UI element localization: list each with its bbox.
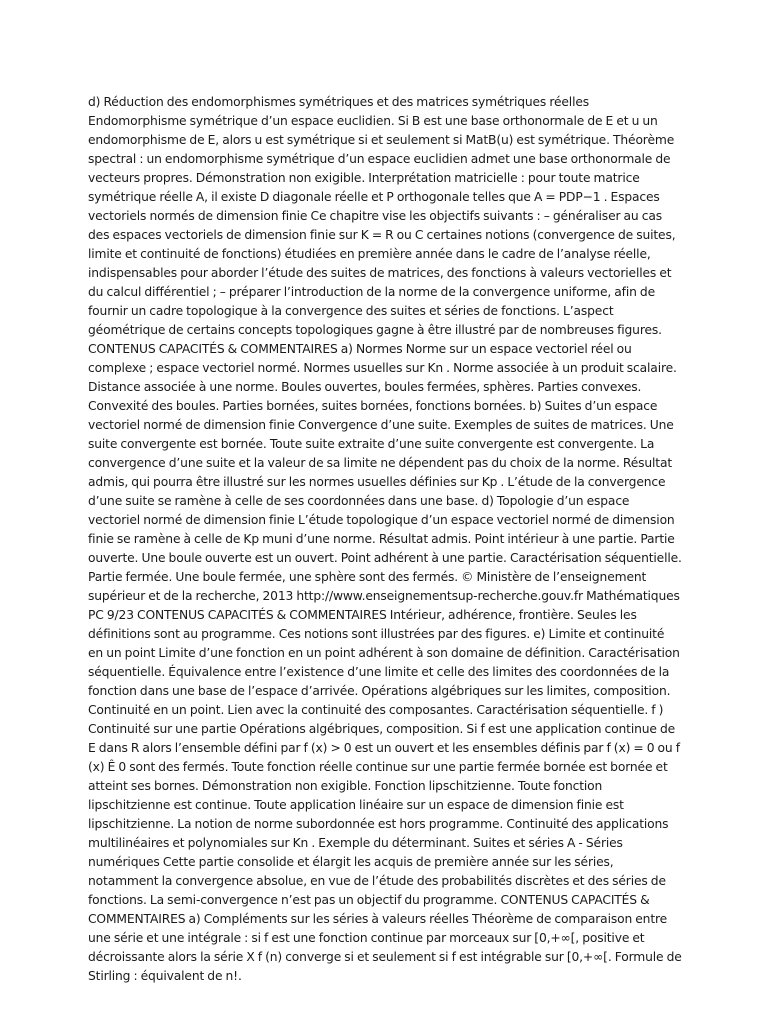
body-paragraph: d) Réduction des endomorphismes symétriques et des matrices symétriques réelles Endomorphisme symétrique d’un espace euclidien. Si B est une base orthonormale de E et u un endomorphisme de E, alors u est symétrique si et seulement si MatB(u) est symétrique. Théorème spectral : un endomorphisme symétrique d’un espace euclidien admet une base orthonormale de vecteurs propres. Démonstration non exigible. Interprétation matricielle : pour toute matrice symétrique réelle A, il existe D diagonale réelle et P orthogonale telles que A = PDP−1 . Espaces vectoriels normés de dimension finie Ce chapitre vise les objectifs suivants : – généraliser au cas des espaces vectoriels de dimension finie sur K = R ou C certaines notions (convergence de suites, limite et continuité de fonctions) étudiées en première année dans le cadre de l’analyse réelle, indispensables pour aborder l’étude des suites de matrices, des fonctions à valeurs vectorielles et du calcul différentiel ; – préparer l’introduction de la norme de la convergence uniforme, afin de fournir un cadre topologique à la convergence des suites et séries de fonctions. L’aspect géométrique de certains concepts topologiques gagne à être illustré par de nombreuses figures. CONTENUS CAPACITÉS & COMMENTAIRES a) Normes Norme sur un espace vectoriel réel ou complexe ; espace vectoriel normé. Normes usuelles sur Kn . Norme associée à un produit scalaire. Distance associée à une norme. Boules ouvertes, boules fermées, sphères. Parties convexes. Convexité des boules. Parties bornées, suites bornées, fonctions bornées. b) Suites d’un espace vectoriel normé de dimension finie Convergence d’une suite. Exemples de suites de matrices. Une suite convergente est bornée. Toute suite extraite d’une suite convergente est convergente. La convergence d’une suite et la valeur de sa limite ne dépendent pas du choix de la norme. Résultat admis, qui pourra être illustré sur les normes usuelles définies sur Kp . L’étude de la convergence d’une suite se ramène à celle de ses coordonnées dans une base. d) Topologie d’un espace vectoriel normé de dimension finie L’étude topologique d’un espace vectoriel normé de dimension finie se ramène à celle de Kp muni d’une norme. Résultat admis. Point intérieur à une partie. Partie ouverte. Une boule ouverte est un ouvert. Point adhérent à une partie. Caractérisation séquentielle. Partie fermée. Une boule fermée, une sphère sont des fermés. © Ministère de l’enseignement supérieur et de la recherche, 2013 http://www.enseignementsup-recherche.gouv.fr Mathématiques PC 9/23 CONTENUS CAPACITÉS & COMMENTAIRES Intérieur, adhérence, frontière. Seules les définitions sont au programme. Ces notions sont illustrées par des figures. e) Limite et continuité en un point Limite d’une fonction en un point adhérent à son domaine de définition. Caractérisation séquentielle. Équivalence entre l’existence d’une limite et celle des limites des coordonnées de la fonction dans une base de l’espace d’arrivée. Opérations algébriques sur les limites, composition. Continuité en un point. Lien avec la continuité des composantes. Caractérisation séquentielle. f ) Continuité sur une partie Opérations algébriques, composition. Si f est une application continue de E dans R alors l’ensemble défini par f (x) > 0 est un ouvert et les ensembles définis par f (x) = 0 ou f (x) Ê 0 sont des fermés. Toute fonction réelle continue sur une partie fermée bornée est bornée et atteint ses bornes. Démonstration non exigible. Fonction lipschitzienne. Toute fonction lipschitzienne est continue. Toute application linéaire sur un espace de dimension finie est lipschitzienne. La notion de norme subordonnée est hors programme. Continuité des applications multilinéaires et polynomiales sur Kn . Exemple du déterminant. Suites et séries A - Séries numériques Cette partie consolide et élargit les acquis de première année sur les séries, notamment la convergence absolue, en vue de l’étude des probabilités discrètes et des séries de fonctions. La semi-convergence n’est pas un objectif du programme. CONTENUS CAPACITÉS & COMMENTAIRES a) Compléments sur les séries à valeurs réelles Théorème de comparaison entre une série et une intégrale : si f est une fonction continue par morceaux sur [0,+∞[, positive et décroissante alors la série X f (n) converge si et seulement si f est intégrable sur [0,+∞[. Formule de Stirling : équivalent de n!. [88,95,682,983]
